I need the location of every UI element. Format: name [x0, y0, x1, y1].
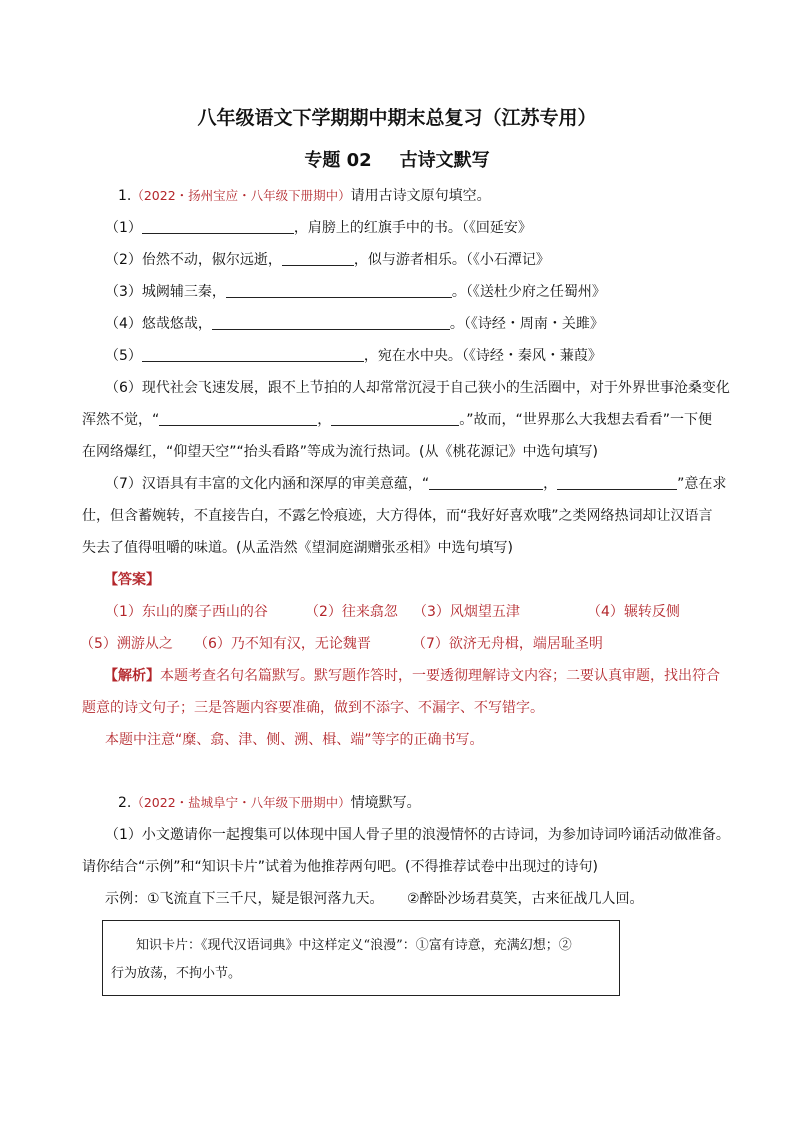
- answer-4: （4）辗转反侧: [587, 604, 680, 620]
- q2-example-2: ②醉卧沙场君莫笑，古来征战几人回。: [407, 891, 644, 907]
- item-number: （1）: [105, 220, 142, 236]
- q2-example-1: 示例：①飞流直下三千尺，疑是银河落九天。: [105, 891, 384, 907]
- blank-line[interactable]: [331, 410, 459, 426]
- blank-line[interactable]: [282, 250, 354, 266]
- item-text: 。（《送杜少府之任蜀州》: [451, 284, 606, 300]
- q1-item-2: [105, 250, 550, 270]
- answer-1: （1）东山的糜子西山的谷: [105, 604, 268, 620]
- analysis-line-3: 本题中注意“糜、翕、津、侧、溯、楫、端”等字的正确书写。: [105, 732, 484, 748]
- item-text: （3）城阙辅三秦，: [105, 284, 226, 300]
- item-text: ，似与游者相乐。（《小石潭记》: [353, 252, 550, 268]
- knowledge-card-line-2: 行为放荡，不拘小节。: [111, 966, 242, 981]
- q2-header: [118, 793, 421, 813]
- item-number: （5）: [105, 348, 142, 364]
- answer-2: （2）往来翕忽: [305, 604, 398, 620]
- item-text: ，肩膀上的红旗手中的书。（《回延安》: [293, 220, 532, 236]
- q1-header: [118, 186, 491, 206]
- topic-name: 古诗文默写: [399, 150, 490, 171]
- q2-number: 2.: [118, 795, 132, 811]
- item-text: 浑然不觉，“: [82, 412, 160, 428]
- q1-item-4: [105, 314, 604, 334]
- q2-source: （2022・盐城阜宁・八年级下册期中）: [131, 795, 351, 810]
- q1-source: （2022・扬州宝应・八年级下册期中）: [131, 188, 351, 203]
- blank-line[interactable]: [557, 474, 677, 490]
- q1-item-5: [105, 346, 602, 366]
- blank-line[interactable]: [142, 346, 364, 362]
- q1-item-7-line-3: 失去了值得咀嚼的味道。(从孟浩然《望洞庭湖赠张丞相》中选句填写): [82, 540, 513, 556]
- item-text: 。（《诗经・周南・关雎》: [449, 316, 604, 332]
- knowledge-card: [102, 920, 620, 996]
- answer-7: （7）欲济无舟楫，端居耻圣明: [412, 636, 603, 652]
- item-text: 。”故而，“世界那么大我想去看看”一下便: [459, 412, 713, 428]
- q2-line-1: （1）小文邀请你一起搜集可以体现中国人骨子里的浪漫情怀的古诗词，为参加诗词吟诵活动做准备。: [105, 827, 730, 843]
- answer-5: （5）溯游从之: [80, 636, 173, 652]
- item-text: （4）悠哉悠哉，: [105, 316, 212, 332]
- answer-6: （6）乃不知有汉，无论魏晋: [194, 636, 371, 652]
- answer-label: 【答案】: [104, 572, 160, 588]
- item-text: （7）汉语具有丰富的文化内涵和深厚的审美意蕴，“: [105, 476, 430, 492]
- analysis-text: 本题考查名句名篇默写。默写题作答时，一要透彻理解诗文内容；二要认真审题，找出符合: [160, 668, 720, 684]
- item-text: ，: [317, 412, 332, 428]
- q1-item-6-line-1: （6）现代社会飞速发展，跟不上节拍的人却常常沉浸于自己狭小的生活圈中，对于外界世事沧桑变化: [105, 380, 730, 396]
- q1-item-6-line-3: 在网络爆红，“仰望天空”“抬头看路”等成为流行热词。(从《桃花源记》中选句填写): [82, 444, 598, 460]
- answer-3: （3）风烟望五津: [413, 604, 520, 620]
- q1-item-3: [105, 282, 606, 302]
- page-title: 八年级语文下学期期中期末总复习（江苏专用）: [197, 107, 597, 129]
- blank-line[interactable]: [226, 282, 452, 298]
- knowledge-card-line-1: 知识卡片：《现代汉语词典》中这样定义“浪漫”：①富有诗意，充满幻想；②: [136, 938, 572, 953]
- q1-item-7-line-1: [105, 474, 726, 494]
- q1-number: 1.: [118, 188, 132, 204]
- item-text: ，宛在水中央。（《诗经・秦风・蒹葭》: [363, 348, 602, 364]
- q2-instruction: 情境默写。: [350, 795, 421, 811]
- analysis-label: 【解析】: [104, 668, 160, 684]
- item-text: ，: [543, 476, 558, 492]
- topic-subtitle: [0, 146, 794, 172]
- item-text: ”意在求: [677, 476, 727, 492]
- q1-item-6-line-2: [82, 410, 712, 430]
- analysis-line-2: 题意的诗文句子；三是答题内容要准确，做到不添字、不漏字、不写错字。: [82, 700, 544, 716]
- blank-line[interactable]: [212, 314, 450, 330]
- q2-line-2: 请你结合“示例”和“知识卡片”试着为他推荐两句吧。(不得推荐试卷中出现过的诗句): [82, 859, 598, 875]
- item-text: （2）佁然不动，俶尔远逝，: [105, 252, 282, 268]
- q1-instruction: 请用古诗文原句填空。: [350, 188, 491, 204]
- blank-line[interactable]: [159, 410, 317, 426]
- blank-line[interactable]: [142, 218, 294, 234]
- q1-item-7-line-2: 仕，但含蓄婉转，不直接告白，不露乞怜痕迹，大方得体，而“我好好喜欢哦”之类网络热词却让汉语言: [82, 508, 713, 524]
- q1-item-1: [105, 218, 532, 238]
- analysis-line-1: [104, 666, 720, 686]
- topic-number: 专题 02: [304, 150, 372, 171]
- blank-line[interactable]: [429, 474, 543, 490]
